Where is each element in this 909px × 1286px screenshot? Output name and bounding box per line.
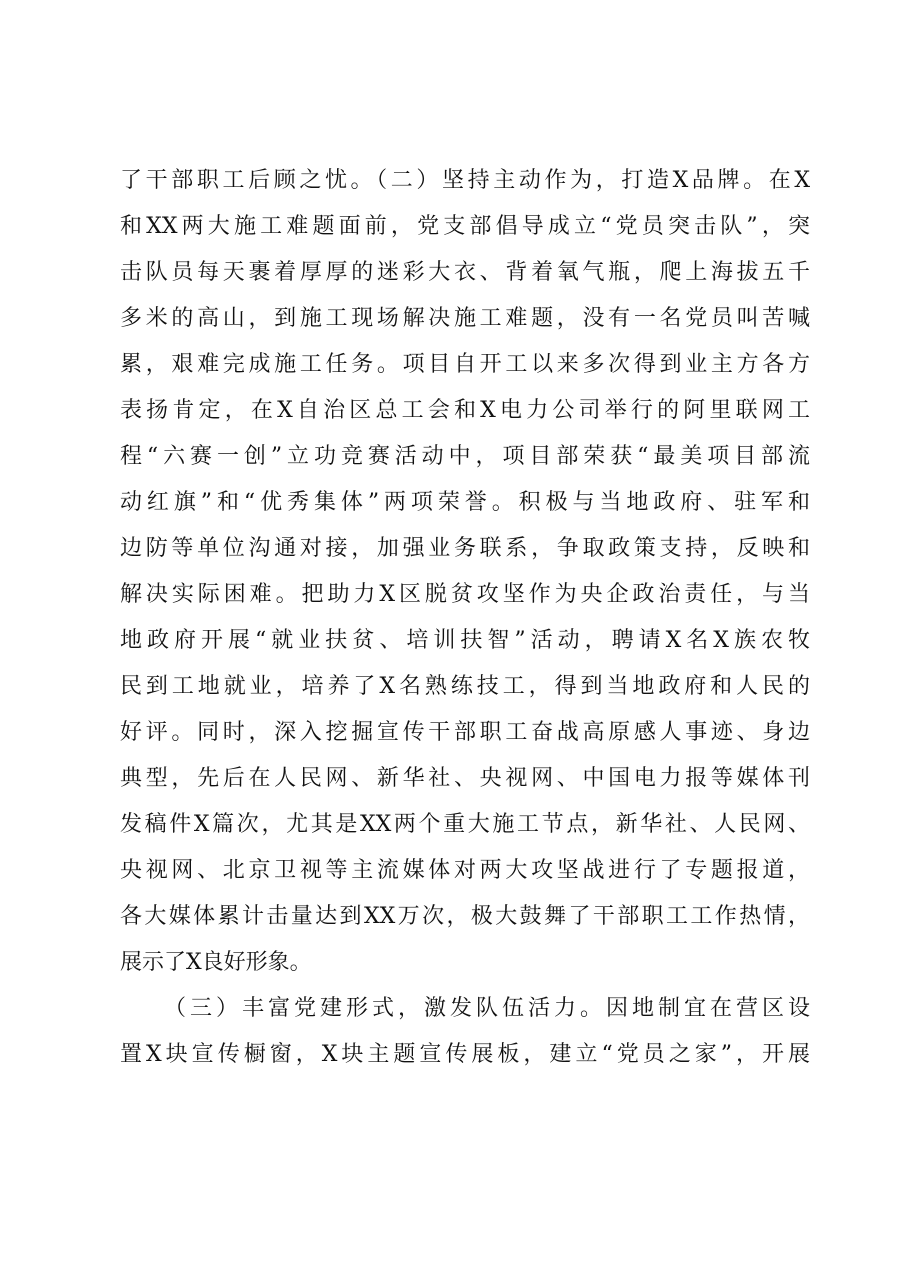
text-line: 置X块宣传橱窗，X块主题宣传展板，建立“党员之家”，开展 [120, 1042, 810, 1067]
text-line: 击队员每天裹着厚厚的迷彩大衣、背着氧气瓶，爬上海拔五千 [120, 260, 810, 285]
body-text [120, 158, 810, 1078]
text-line: 好评。同时，深入挖掘宣传干部职工奋战高原感人事迹、身边 [120, 720, 810, 745]
text-line: 和XX两大施工难题面前，党支部倡导成立“党员突击队”，突 [120, 214, 810, 239]
text-line: 表扬肯定，在X自治区总工会和X电力公司举行的阿里联网工 [120, 398, 810, 423]
text-line: 央视网、北京卫视等主流媒体对两大攻坚战进行了专题报道， [120, 858, 810, 883]
text-line: 解决实际困难。把助力X区脱贫攻坚作为央企政治责任，与当 [120, 582, 810, 607]
text-line: 典型，先后在人民网、新华社、央视网、中国电力报等媒体刊 [120, 766, 810, 791]
text-line: （三）丰富党建形式，激发队伍活力。因地制宜在营区设 [164, 996, 810, 1021]
text-line: 地政府开展“就业扶贫、培训扶智”活动，聘请X名X族农牧 [120, 628, 810, 653]
paragraph-2 [120, 986, 810, 1078]
text-line: 累，艰难完成施工任务。项目自开工以来多次得到业主方各方 [120, 352, 810, 377]
text-line: 程“六赛一创”立功竞赛活动中，项目部荣获“最美项目部流 [120, 444, 810, 469]
text-line: 边防等单位沟通对接，加强业务联系，争取政策支持，反映和 [120, 536, 810, 561]
text-line: 展示了X良好形象。 [120, 950, 312, 975]
text-line: 了干部职工后顾之忧。（二）坚持主动作为，打造X品牌。在X [120, 168, 810, 193]
text-line: 各大媒体累计击量达到XX万次，极大鼓舞了干部职工工作热情， [120, 904, 810, 929]
text-line: 动红旗”和“优秀集体”两项荣誉。积极与当地政府、驻军和 [120, 490, 810, 515]
text-line: 多米的高山，到施工现场解决施工难题，没有一名党员叫苦喊 [120, 306, 810, 331]
text-line: 民到工地就业，培养了X名熟练技工，得到当地政府和人民的 [120, 674, 810, 699]
text-line: 发稿件X篇次，尤其是XX两个重大施工节点，新华社、人民网、 [120, 812, 810, 837]
paragraph-1 [120, 158, 810, 986]
